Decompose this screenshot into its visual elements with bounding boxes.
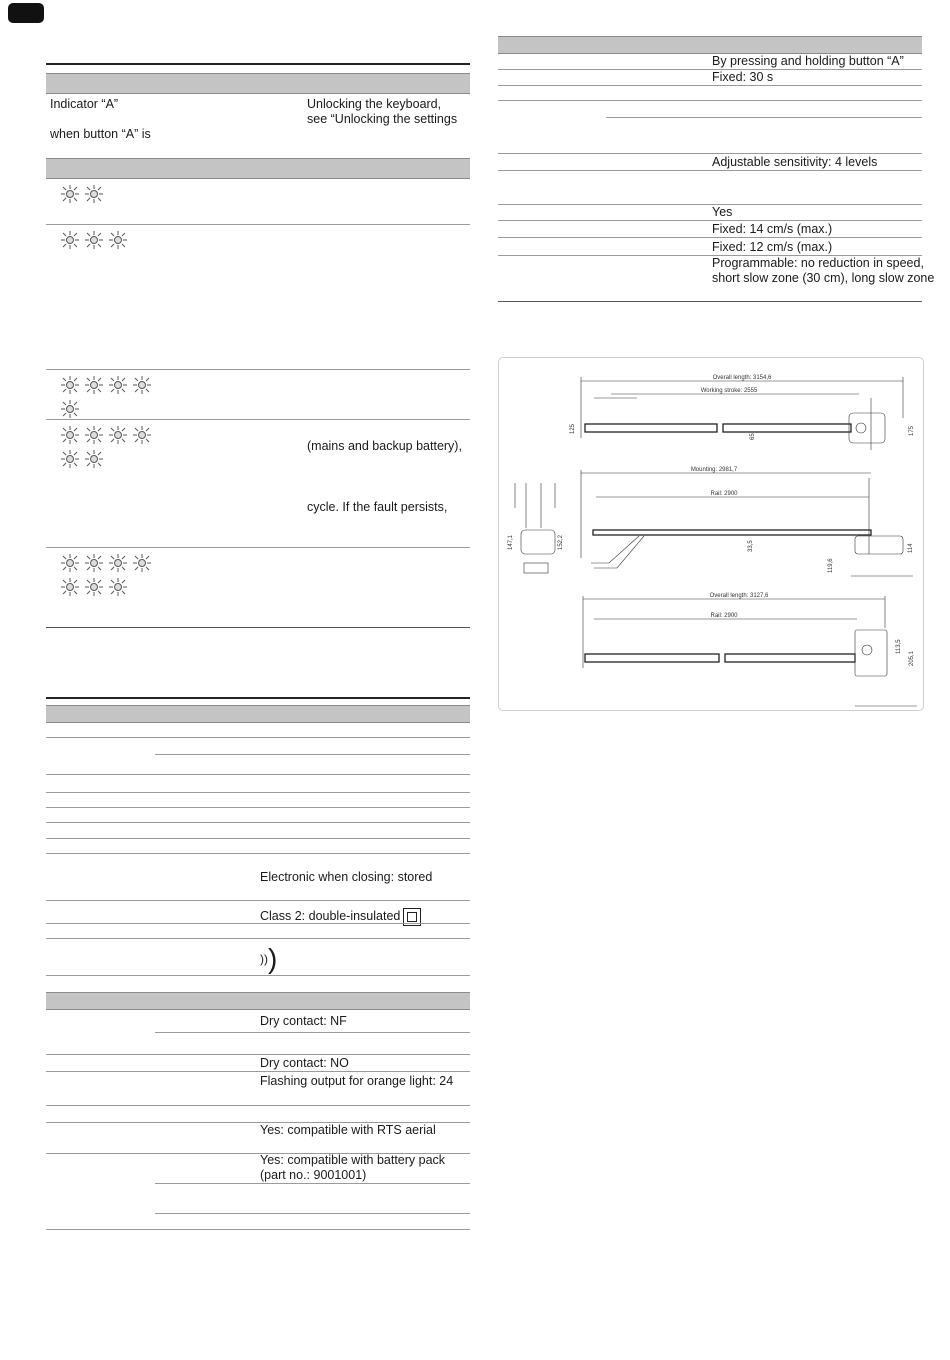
flashing-led-icon [82,374,106,396]
indicator-row-col1-line1: Indicator “A” [50,97,119,111]
row-divider [498,170,922,171]
row-divider [498,237,922,238]
dim-2051-label: 205,1 [909,650,915,666]
table-header-band [46,73,470,94]
flash-row-2 [58,183,162,205]
rts-aerial: Yes: compatible with RTS aerial [260,1123,436,1137]
top-view [570,375,915,450]
speed-12-value: Fixed: 12 cm/s (max.) [712,240,833,254]
rail-2-label: Rail: 2900 [710,613,738,619]
language-tag [8,3,44,23]
table-bottom-rule [498,301,922,302]
yes-value: Yes [712,205,733,219]
flash-row-6 [58,424,162,470]
flashing-led-icon [130,424,154,446]
fixed-30-value: Fixed: 30 s [712,70,774,84]
row-divider [46,737,470,738]
row-divider [46,1054,470,1055]
row-divider [155,1183,470,1184]
indicator-row-col2-line1: Unlocking the keyboard, [307,97,442,111]
battery-line-1: Yes: compatible with battery pack [260,1153,446,1167]
radio-symbol: )) [260,952,268,966]
row-divider [46,547,470,548]
mounting-label: Mounting: 2981,7 [690,467,738,473]
row-divider [46,938,470,939]
flashing-led-icon [82,229,106,251]
table-bottom-rule [46,1229,470,1230]
radio-wave-icon: ))) [260,943,278,974]
dry-contact-no: Dry contact: NO [260,1056,349,1070]
flashing-led-icon [58,183,82,205]
indicator-row-col2-line2: see “Unlocking the settings [307,112,458,126]
flashing-led-icon [82,552,106,574]
dim-114-label: 114 [908,543,914,553]
table-top-rule [46,63,470,65]
press-hold-value: By pressing and holding button “A” [712,54,904,68]
row-divider [46,853,470,854]
flashing-led-icon [58,229,82,251]
slow-zone-line-2: short slow zone (30 cm), long slow zone [712,271,935,285]
row-divider [46,1071,470,1072]
flashing-led-icon [58,398,82,420]
indicator-row-col1-line3: when button “A” is [50,127,151,141]
row-divider [155,1213,470,1214]
flashing-led-icon [82,576,106,598]
dim-1522-label: 152,2 [558,534,564,550]
row-divider [46,975,470,976]
row-divider [46,792,470,793]
flashing-led-icon [130,374,154,396]
closing-value: Electronic when closing: stored [260,870,433,884]
dim-1471-label: 147,1 [508,534,514,550]
flashing-led-icon [82,183,106,205]
flashing-led-icon [58,576,82,598]
flashing-led-icon [106,552,130,574]
flash-row-5 [58,374,162,420]
row-divider [498,153,922,154]
speed-14-value: Fixed: 14 cm/s (max.) [712,222,833,236]
table-header-band [46,992,470,1010]
flashing-led-icon [106,374,130,396]
dim-125-label: 125 [570,423,576,434]
flashing-led-icon [82,424,106,446]
overall-length-1-label: Overall length: 3154,6 [712,375,772,381]
side-view [581,467,914,576]
flashing-led-icon [82,448,106,470]
dim-65-label: 65 [750,433,756,440]
table-bottom-rule [46,627,470,628]
table-header-band [498,36,922,54]
overall-length-2-label: Overall length: 3127,6 [709,593,769,599]
table-header-band [46,158,470,179]
table-header-band [46,705,470,723]
battery-line-2: (part no.: 9001001) [260,1168,367,1182]
row-divider [46,923,470,924]
dry-contact-nf: Dry contact: NF [260,1014,347,1028]
row-divider [498,69,922,70]
dimension-drawing [498,357,924,711]
flashing-led-icon [130,552,154,574]
dim-335-label: 33,5 [748,540,754,552]
flash-row-3 [58,229,162,251]
row-divider [46,224,470,225]
row-divider [498,100,922,101]
flash-row-6-text-1: (mains and backup battery), [307,439,462,453]
dimension-drawing-svg [499,358,923,710]
flashing-led-icon [106,229,130,251]
row-divider [498,204,922,205]
rail-1-label: Rail: 2900 [710,491,738,497]
row-divider [46,900,470,901]
dim-1135-label: 113,5 [896,639,902,654]
flashing-led-icon [58,552,82,574]
dim-1196-label: 119,6 [828,558,834,573]
row-divider [46,419,470,420]
row-divider [155,754,470,755]
row-divider [155,1032,470,1033]
flashing-output: Flashing output for orange light: 24 [260,1074,454,1088]
row-divider [46,774,470,775]
row-divider [606,117,922,118]
row-divider [46,1105,470,1106]
flash-row-7 [58,552,162,598]
row-divider [46,838,470,839]
flashing-led-icon [106,576,130,598]
flashing-led-icon [58,374,82,396]
working-stroke-label: Working stroke: 2555 [700,388,758,394]
table-top-rule [46,697,470,699]
row-divider [498,85,922,86]
row-divider [46,369,470,370]
row-divider [46,807,470,808]
row-divider [46,822,470,823]
front-view [508,483,564,573]
flashing-led-icon [58,424,82,446]
insulation-text: Class 2: double-insulated [260,909,401,923]
flashing-led-icon [106,424,130,446]
sensitivity-value: Adjustable sensitivity: 4 levels [712,155,878,169]
flashing-led-icon [58,448,82,470]
flash-row-6-text-2: cycle. If the fault persists, [307,500,448,514]
dim-175-label: 175 [909,425,915,436]
row-divider [498,220,922,221]
bottom-view [583,593,917,706]
slow-zone-line-1: Programmable: no reduction in speed, [712,256,924,270]
